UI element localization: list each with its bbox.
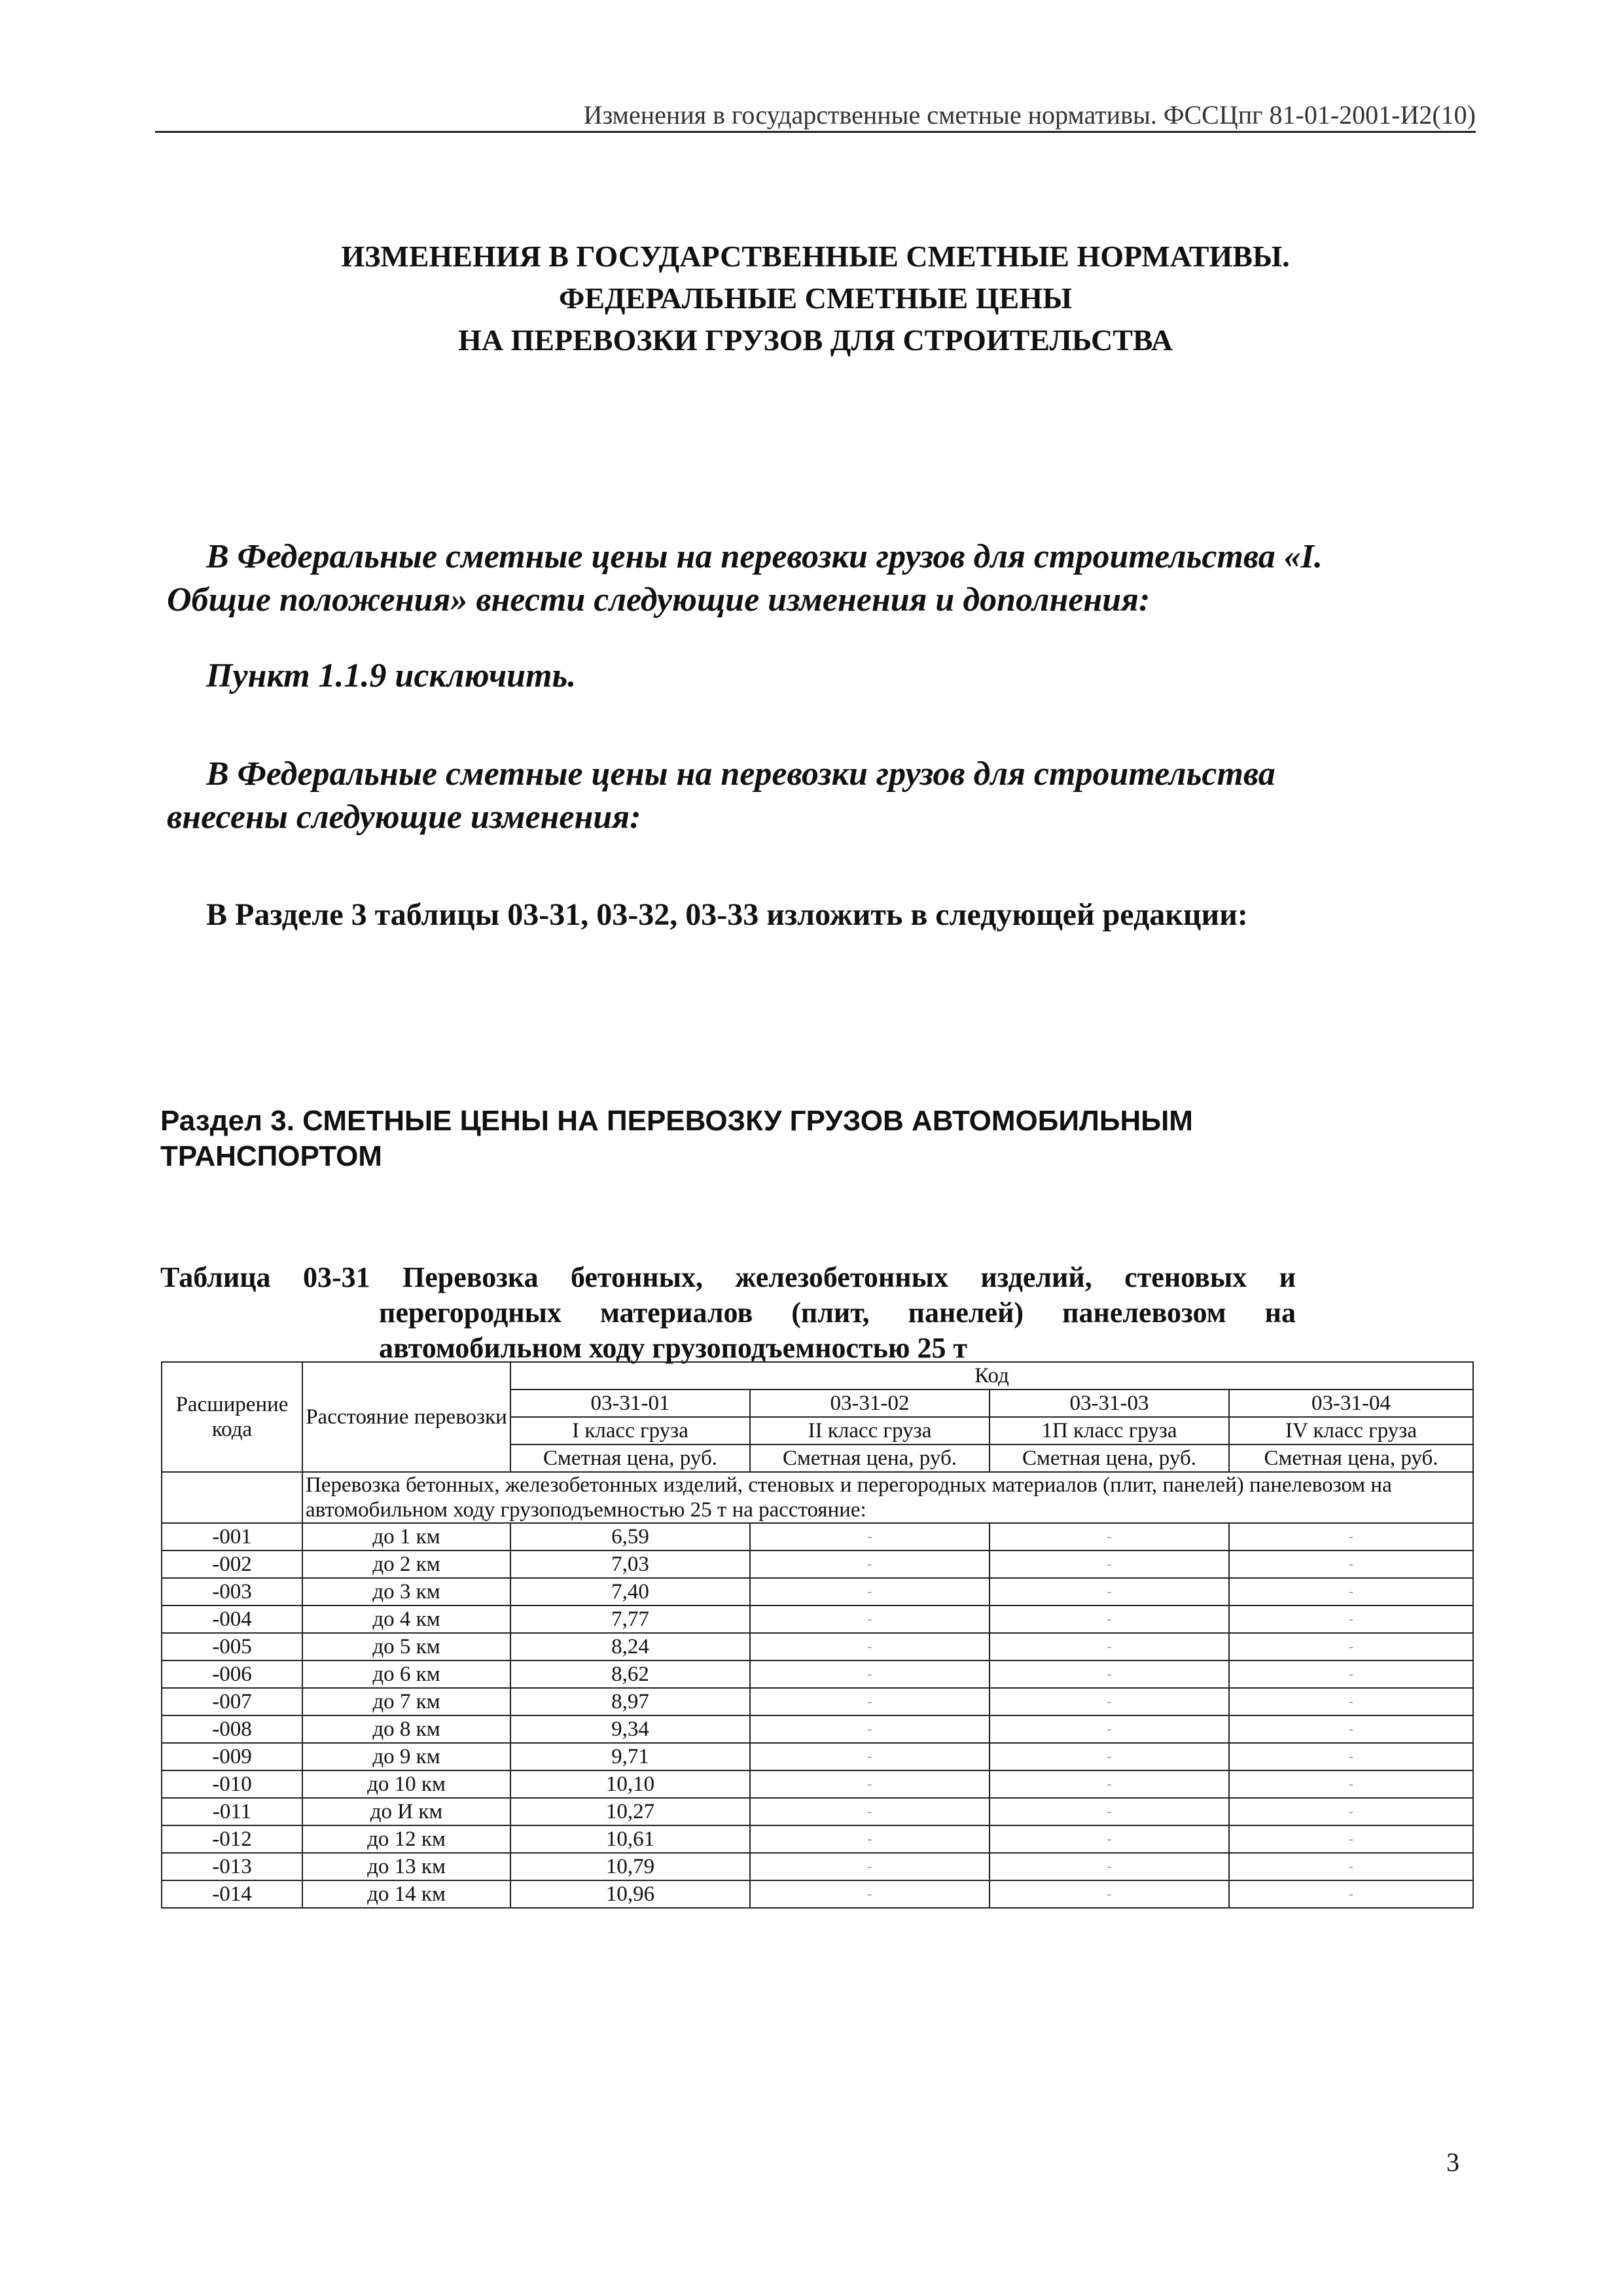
empty-price-cell: -: [1229, 1743, 1473, 1770]
extension-code-cell: -012: [162, 1825, 302, 1853]
price-cell: 8,24: [510, 1633, 750, 1660]
empty-price-cell: -: [1229, 1605, 1473, 1633]
distance-cell: до 13 км: [302, 1853, 510, 1880]
empty-price-cell: -: [750, 1880, 990, 1908]
distance-cell: до 4 км: [302, 1605, 510, 1633]
empty-price-cell: -: [990, 1743, 1229, 1770]
paragraph-general-provisions: [167, 535, 1443, 622]
cargo-class-header: II класс груза: [750, 1417, 990, 1444]
empty-price-cell: -: [1229, 1523, 1473, 1551]
empty-price-cell: -: [990, 1523, 1229, 1551]
paragraph-section-tables: В Разделе 3 таблицы 03-31, 03-32, 03-33 изложить в следующей редакции:: [206, 897, 1248, 932]
paragraph-line: В Федеральные сметные цены на перевозки грузов для строительства «I.: [206, 538, 1323, 575]
paragraph-line: В Федеральные сметные цены на перевозки грузов для строительства: [206, 755, 1275, 793]
price-cell: 10,27: [510, 1798, 750, 1825]
caption-word: на: [1264, 1297, 1296, 1329]
code-header: 03-31-02: [750, 1390, 990, 1417]
title-line-2: ФЕДЕРАЛЬНЫЕ СМЕТНЫЕ ЦЕНЫ: [558, 281, 1073, 315]
table-row: [162, 1688, 1473, 1715]
price-cell: 9,34: [510, 1715, 750, 1743]
section-heading: [160, 1103, 1404, 1174]
extension-code-cell: -004: [162, 1605, 302, 1633]
extension-code-cell: -006: [162, 1660, 302, 1688]
document-title: [155, 236, 1476, 361]
table-row: [162, 1853, 1473, 1880]
empty-price-cell: -: [1229, 1770, 1473, 1798]
empty-price-cell: -: [750, 1578, 990, 1605]
table-description: Перевозка бетонных, железобетонных изделий, стеновых и перегородных материалов (плит, панелей) панелевозом на автомобильном ходу грузоподъемностью 25 т на расстояние:: [302, 1472, 1473, 1523]
caption-word: и: [1279, 1261, 1296, 1293]
empty-price-cell: -: [1229, 1578, 1473, 1605]
empty-price-cell: -: [1229, 1880, 1473, 1908]
extension-code-cell: -013: [162, 1853, 302, 1880]
empty-price-cell: -: [990, 1798, 1229, 1825]
price-table: [161, 1361, 1474, 1909]
price-cell: 9,71: [510, 1743, 750, 1770]
title-line-1: ИЗМЕНЕНИЯ В ГОСУДАРСТВЕННЫЕ СМЕТНЫЕ НОРМАТИВЫ.: [341, 240, 1290, 273]
empty-price-cell: -: [990, 1660, 1229, 1688]
table-caption-line-2: [160, 1295, 1296, 1331]
empty-price-cell: -: [990, 1688, 1229, 1715]
price-cell: 10,61: [510, 1825, 750, 1853]
column-header-extension: Расширение кода: [162, 1362, 302, 1472]
table-caption: [160, 1260, 1296, 1366]
price-unit-header: Сметная цена, руб.: [750, 1444, 990, 1472]
extension-code-cell: -002: [162, 1551, 302, 1578]
empty-price-cell: -: [750, 1743, 990, 1770]
empty-price-cell: -: [990, 1578, 1229, 1605]
price-cell: 6,59: [510, 1523, 750, 1551]
caption-word: материалов: [599, 1297, 753, 1329]
empty-price-cell: -: [750, 1633, 990, 1660]
empty-price-cell: -: [750, 1853, 990, 1880]
caption-word: железобетонных: [735, 1261, 948, 1293]
caption-word: Таблица: [160, 1261, 271, 1293]
extension-code-cell: -010: [162, 1770, 302, 1798]
caption-word: панелевозом: [1062, 1297, 1226, 1329]
distance-cell: до 7 км: [302, 1688, 510, 1715]
caption-word: Перевозка: [402, 1261, 539, 1293]
empty-price-cell: -: [1229, 1825, 1473, 1853]
empty-price-cell: -: [1229, 1853, 1473, 1880]
column-header-distance: Расстояние перевозки: [302, 1362, 510, 1472]
table-row: [162, 1825, 1473, 1853]
table-caption-line-3: автомобильном ходу грузоподъемностью 25 т: [379, 1332, 968, 1364]
price-cell: 8,97: [510, 1688, 750, 1715]
cargo-class-header: I класс груза: [510, 1417, 750, 1444]
distance-cell: до 2 км: [302, 1551, 510, 1578]
empty-price-cell: -: [750, 1688, 990, 1715]
caption-word: стеновых: [1124, 1261, 1247, 1293]
empty-price-cell: -: [990, 1551, 1229, 1578]
table-row: [162, 1660, 1473, 1688]
extension-code-cell: -014: [162, 1880, 302, 1908]
empty-price-cell: -: [990, 1633, 1229, 1660]
paragraph-changes: [167, 753, 1443, 839]
empty-price-cell: -: [990, 1605, 1229, 1633]
empty-price-cell: -: [1229, 1551, 1473, 1578]
column-header-code: Код: [510, 1362, 1473, 1390]
paragraph-item-excluded: Пункт 1.1.9 исключить.: [206, 657, 577, 694]
code-header: 03-31-03: [990, 1390, 1229, 1417]
price-unit-header: Сметная цена, руб.: [990, 1444, 1229, 1472]
empty-price-cell: -: [990, 1880, 1229, 1908]
empty-price-cell: -: [750, 1551, 990, 1578]
page-number: 3: [1446, 2147, 1459, 2177]
price-cell: 7,77: [510, 1605, 750, 1633]
empty-price-cell: -: [1229, 1660, 1473, 1688]
running-header: Изменения в государственные сметные нормативы. ФССЦпг 81-01-2001-И2(10): [155, 99, 1476, 133]
paragraph-line: внесены следующие изменения:: [167, 798, 641, 836]
caption-word: панелей): [908, 1297, 1024, 1329]
table-row: [162, 1605, 1473, 1633]
table-row: [162, 1578, 1473, 1605]
section-heading-line-1: Раздел 3. СМЕТНЫЕ ЦЕНЫ НА ПЕРЕВОЗКУ ГРУЗОВ АВТОМОБИЛЬНЫМ: [160, 1105, 1193, 1137]
table-row: [162, 1551, 1473, 1578]
paragraph-line: Общие положения» внести следующие изменения и дополнения:: [167, 581, 1150, 619]
price-cell: 10,10: [510, 1770, 750, 1798]
distance-cell: до 6 км: [302, 1660, 510, 1688]
empty-price-cell: -: [750, 1605, 990, 1633]
empty-price-cell: -: [750, 1660, 990, 1688]
empty-price-cell: -: [1229, 1688, 1473, 1715]
distance-cell: до 14 км: [302, 1880, 510, 1908]
description-empty-cell: [162, 1472, 302, 1523]
table-row: [162, 1743, 1473, 1770]
distance-cell: до 1 км: [302, 1523, 510, 1551]
price-unit-header: Сметная цена, руб.: [510, 1444, 750, 1472]
empty-price-cell: -: [1229, 1798, 1473, 1825]
table-row: [162, 1880, 1473, 1908]
distance-cell: до 12 км: [302, 1825, 510, 1853]
price-cell: 8,62: [510, 1660, 750, 1688]
table-row: [162, 1523, 1473, 1551]
caption-word: бетонных,: [570, 1261, 704, 1293]
extension-code-cell: -007: [162, 1688, 302, 1715]
empty-price-cell: -: [750, 1523, 990, 1551]
empty-price-cell: -: [750, 1770, 990, 1798]
empty-price-cell: -: [990, 1715, 1229, 1743]
extension-code-cell: -008: [162, 1715, 302, 1743]
distance-cell: до 8 км: [302, 1715, 510, 1743]
price-cell: 10,79: [510, 1853, 750, 1880]
table-caption-line-1: [160, 1260, 1296, 1295]
distance-cell: до 10 км: [302, 1770, 510, 1798]
title-line-3: НА ПЕРЕВОЗКИ ГРУЗОВ ДЛЯ СТРОИТЕЛЬСТВА: [458, 323, 1173, 357]
extension-code-cell: -001: [162, 1523, 302, 1551]
price-cell: 7,40: [510, 1578, 750, 1605]
table-row: [162, 1633, 1473, 1660]
distance-cell: до 3 км: [302, 1578, 510, 1605]
table-row: [162, 1798, 1473, 1825]
caption-word: (плит,: [791, 1297, 870, 1329]
distance-cell: до 5 км: [302, 1633, 510, 1660]
distance-cell: до 9 км: [302, 1743, 510, 1770]
extension-code-cell: -009: [162, 1743, 302, 1770]
empty-price-cell: -: [1229, 1715, 1473, 1743]
empty-price-cell: -: [990, 1825, 1229, 1853]
code-header: 03-31-01: [510, 1390, 750, 1417]
distance-cell: до И км: [302, 1798, 510, 1825]
caption-word: 03-31: [302, 1261, 370, 1293]
empty-price-cell: -: [990, 1770, 1229, 1798]
empty-price-cell: -: [750, 1798, 990, 1825]
price-cell: 10,96: [510, 1880, 750, 1908]
table-row: [162, 1715, 1473, 1743]
extension-code-cell: -003: [162, 1578, 302, 1605]
empty-price-cell: -: [990, 1853, 1229, 1880]
caption-word: перегородных: [379, 1297, 562, 1329]
caption-word: изделий,: [980, 1261, 1092, 1293]
table-row: [162, 1770, 1473, 1798]
price-unit-header: Сметная цена, руб.: [1229, 1444, 1473, 1472]
empty-price-cell: -: [750, 1825, 990, 1853]
empty-price-cell: -: [1229, 1633, 1473, 1660]
section-heading-line-2: ТРАНСПОРТОМ: [160, 1140, 382, 1172]
extension-code-cell: -011: [162, 1798, 302, 1825]
code-header: 03-31-04: [1229, 1390, 1473, 1417]
price-cell: 7,03: [510, 1551, 750, 1578]
extension-code-cell: -005: [162, 1633, 302, 1660]
empty-price-cell: -: [750, 1715, 990, 1743]
cargo-class-header: IV класс груза: [1229, 1417, 1473, 1444]
cargo-class-header: 1П класс груза: [990, 1417, 1229, 1444]
